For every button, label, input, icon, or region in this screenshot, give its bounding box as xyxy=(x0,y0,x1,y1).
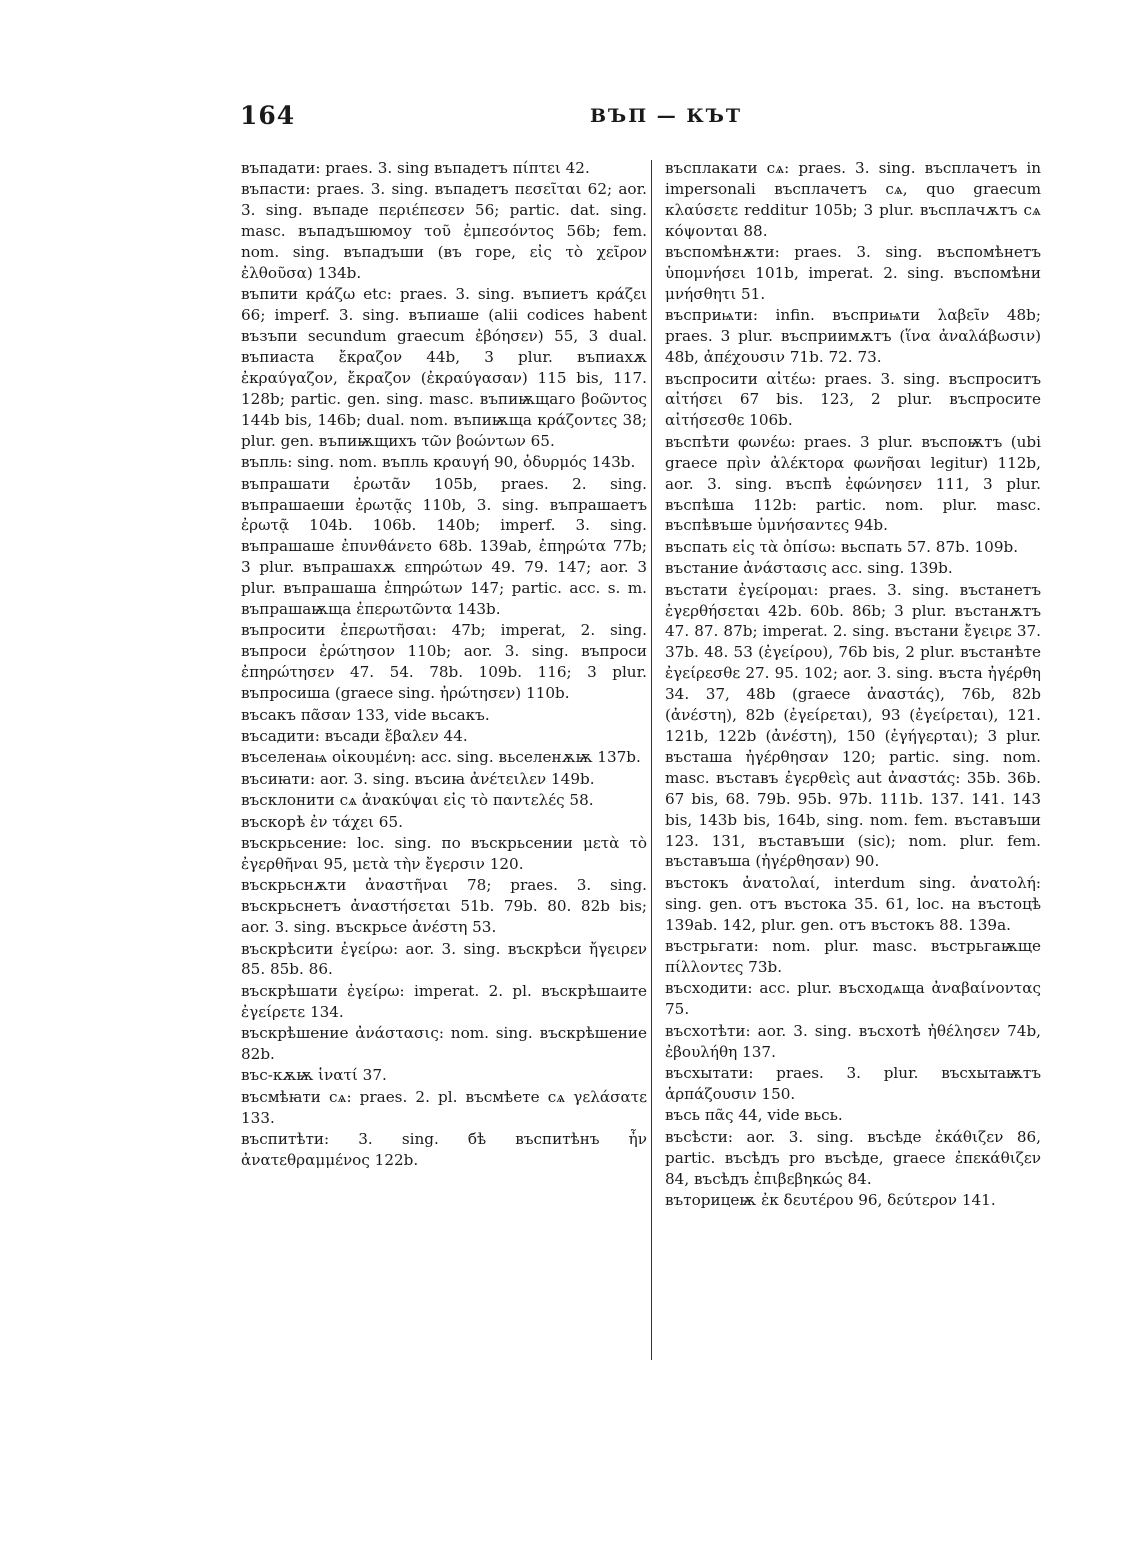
page-number: 164 xyxy=(240,101,296,130)
dictionary-entry: въсхытати: praes. 3. plur. въсхытаѭтъ ἁρπάζουσιν 150. xyxy=(665,1063,1041,1103)
dictionary-entry: въскорѣ ἐν τάχει 65. xyxy=(241,812,403,831)
dictionary-entry: въскрѣшение ἀνάστασις: nom. sing. въскрѣшение 82b. xyxy=(241,1024,647,1064)
dictionary-entry: въспомѣнѫти: praes. 3. sing. въспомѣнетъ ὑπομνήσει 101b, imperat. 2. sing. въспомѣни μνήσθητι 51. xyxy=(665,243,1041,303)
column-rule xyxy=(651,160,652,1360)
dictionary-entry: въпасти: praes. 3. sing. въпадетъ πεσεῖται 62; aor. 3. sing. въпаде περιέπεσεν 56; partic. dat. sing. masc. въпадъшюмоу τοῦ ἐμπεσόντος 56b; fem. nom. sing. въпадъши (въ горе, εἰς τὸ χεῖρον ἐλθοῦσα) 134b. xyxy=(241,180,647,283)
dictionary-entry: въсприѩти: infin. въсприѩти λαβεῖν 48b; praes. 3 plur. въсприимѫтъ (ἵνα ἀναλάβωσιν) 48b, ἀπέχουσιν 71b. 72. 73. xyxy=(665,306,1041,367)
dictionary-entry: въсклонити сѧ ἀνακύψαι εἰς τὸ παντελές 58. xyxy=(241,791,594,810)
dictionary-entry: въпль: sing. nom. въпль κραυγή 90, ὀδυρμός 143b. xyxy=(241,453,636,472)
dictionary-entry: въсиꙗти: aor. 3. sing. въсиꙗ ἀνέτειλεν 149b. xyxy=(241,769,595,788)
right-column xyxy=(665,158,1041,1211)
dictionary-entry: въспать εἰς τὰ ὀπίσω: вьспать 57. 87b. 109b. xyxy=(665,537,1019,556)
dictionary-entry: въскрѣшати ἐγείρω: imperat. 2. pl. въскрѣшаите ἐγείρετε 134. xyxy=(241,981,647,1021)
dictionary-entry: въспитѣти: 3. sing. бѣ въспитѣнъ ἦν ἀνατεθραμμένος 122b. xyxy=(241,1130,647,1170)
dictionary-entry: въсѣсти: aor. 3. sing. въсѣде ἐκάθιζεν 86, partic. въсѣдъ pro въсѣде, graece ἐπεκάθιζεν 84, въсѣдъ ἐπιβεβηκώς 84. xyxy=(665,1127,1041,1188)
dictionary-entry: въспросити αἰτέω: praes. 3. sing. въспроситъ αἰτήσει 67 bis. 123, 2 plur. въспросите αἰτήσεσθε 106b. xyxy=(665,369,1041,430)
dictionary-entry: въсадити: въсади ἔβαλεν 44. xyxy=(241,726,468,745)
left-column xyxy=(241,158,647,1171)
dictionary-entry: въскрьснѫти ἀναστῆναι 78; praes. 3. sing. въскрьснетъ ἀναστήσεται 51b. 79b. 80. 82b bis; aor. 3. sing. въскрьсе ἀνέστη 53. xyxy=(241,876,647,937)
dictionary-entry: въстание ἀνάστασις acc. sing. 139b. xyxy=(665,559,953,578)
dictionary-entry: въскрѣсити ἐγείρω: aor. 3. sing. въскрѣси ἤγειρεν 85. 85b. 86. xyxy=(241,939,647,979)
dictionary-entry: въскрьсение: loc. sing. по въскрьсении μετὰ τὸ ἐγερθῆναι 95, μετὰ τὴν ἔγερσιν 120. xyxy=(241,834,647,873)
dictionary-entry: въсмѣꙗти сѧ: praes. 2. pl. въсмѣете сѧ γελάσατε 133. xyxy=(241,1087,647,1127)
dictionary-entry: въпити κράζω etc: praes. 3. sing. въпиетъ κράζει 66; imperf. 3. sing. въпиаше (alii codices habent възъпи secundum graecum ἐβόησεν) 55, 3 dual. въпиаста ἔκραζον 44b, 3 plur. въпиахѫ ἐκραύγαζον, ἔκραζον (ἐκραύγασαν) 115 bis, 117. 128b; partic. gen. sing. masc. въпиѭщаго βοῶντος 144b bis, 146b; dual. nom. въпиѭща κράζοντες 38; plur. gen. въпиѭщихъ τῶν βοώντων 65. xyxy=(241,285,647,450)
dictionary-entry: въсплакати сѧ: praes. 3. sing. въсплачетъ in impersonali въсплачетъ сѧ, quo graecum κλαύσετε redditur 105b; 3 plur. въсплачѫтъ сѧ κόψονται 88. xyxy=(665,159,1041,240)
dictionary-entry: въпрашати ἐρωτᾶν 105b, praes. 2. sing. въпрашаеши ἐρωτᾷς 110b, 3. sing. въпрашаетъ ἐρωτᾷ 104b. 106b. 140b; imperf. 3. sing. въпрашаше ἐπυνθάνετο 68b. 139ab, ἐπηρώτα 77b; 3 plur. въпрашахѫ επηρώτων 49. 79. 147; aor. 3 plur. въпрашаша ἐπηρώτων 147; partic. acc. s. m. въпрашаѭща ἐπερωτῶντα 143b. xyxy=(241,474,647,619)
dictionary-entry: въторицеѭ ἐκ δευτέρου 96, δεύτερον 141. xyxy=(665,1190,996,1209)
dictionary-entry: въстрьгати: nom. plur. masc. въстрьгаѭще πίλλοντες 73b. xyxy=(665,937,1041,976)
dictionary-entry: въстати ἐγείρομαι: praes. 3. sing. въстанетъ ἐγερθήσεται 42b. 60b. 86b; 3 plur. въстанѫтъ 47. 87. 87b; imperat. 2. sing. въстани ἔγειρε 37. 37b. 48. 53 (ἐγείρου), 76b bis, 2 plur. въстанѣте ἐγείρεσθε 27. 95. 102; aor. 3. sing. въста ἠγέρθη 34. 37, 48b (graece ἀναστάς), 76b, 82b (ἀνέστη), 82b (ἐγείρεται), 93 (ἐγείρεται), 121. 121b, 122b (ἀνέστη), 150 (ἐγήγερται); 3 plur. въсташа ἠγέρθησαν 120; partic. sing. nom. masc. въставъ ἐγερθεὶς aut ἀναστάς: 35b. 36b. 67 bis, 68. 79b. 95b. 97b. 111b. 137. 141. 143 bis, 143b bis, 164b, sing. nom. fem. въставъши 123. 131, въставъши (sic); nom. plur. fem. въставъша (ἠγέρθησαν) 90. xyxy=(665,580,1041,871)
dictionary-entry: въпросити ἐπερωτῆσαι: 47b; imperat, 2. sing. въпроси ἐρώτησον 110b; aor. 3. sing. въпроси ἐπηρώτησεν 47. 54. 78b. 109b. 116; 3 plur. въпросиша (graece sing. ἠρώτησεν) 110b. xyxy=(241,621,647,703)
dictionary-entry: въпадати: praes. 3. sing въпадетъ πίπτει 42. xyxy=(241,159,590,177)
dictionary-entry: въсходити: acc. plur. въсходѧща ἀναβαίνοντας 75. xyxy=(665,979,1041,1019)
dictionary-entry: въс-кѫѭ ἱνατί 37. xyxy=(241,1066,387,1085)
dictionary-entry: въсхотѣти: aor. 3. sing. въсхотѣ ἠθέλησεν 74b, ἐβουλήθη 137. xyxy=(665,1021,1041,1061)
running-head: ВЪП — КЪТ xyxy=(590,105,743,127)
dictionary-entry: въсь πᾶς 44, vide вьсь. xyxy=(665,1106,843,1125)
dictionary-entry: въспѣти φωνέω: praes. 3 plur. въспоѭтъ (ubi graece πρὶν ἀλέκτορα φωνῆσαι legitur) 112b, aor. 3. sing. въспѣ ἐφώνησεν 111, 3 plur. въспѣша 112b: partic. nom. plur. masc. въспѣвъше ὑμνήσαντες 94b. xyxy=(665,432,1041,535)
dictionary-entry: въселенаѩ οἰκουμένη: acc. sing. вьселенѫѭ 137b. xyxy=(241,748,641,767)
dictionary-entry: въсакъ πᾶσαν 133, vide вьсакъ. xyxy=(241,705,490,724)
dictionary-entry: въстокъ ἀνατολαί, interdum sing. ἀνατολή: sing. gen. отъ въстока 35. 61, loc. на въстоцѣ 139ab. 142, plur. gen. отъ въстокъ 88. 139a. xyxy=(665,873,1041,934)
